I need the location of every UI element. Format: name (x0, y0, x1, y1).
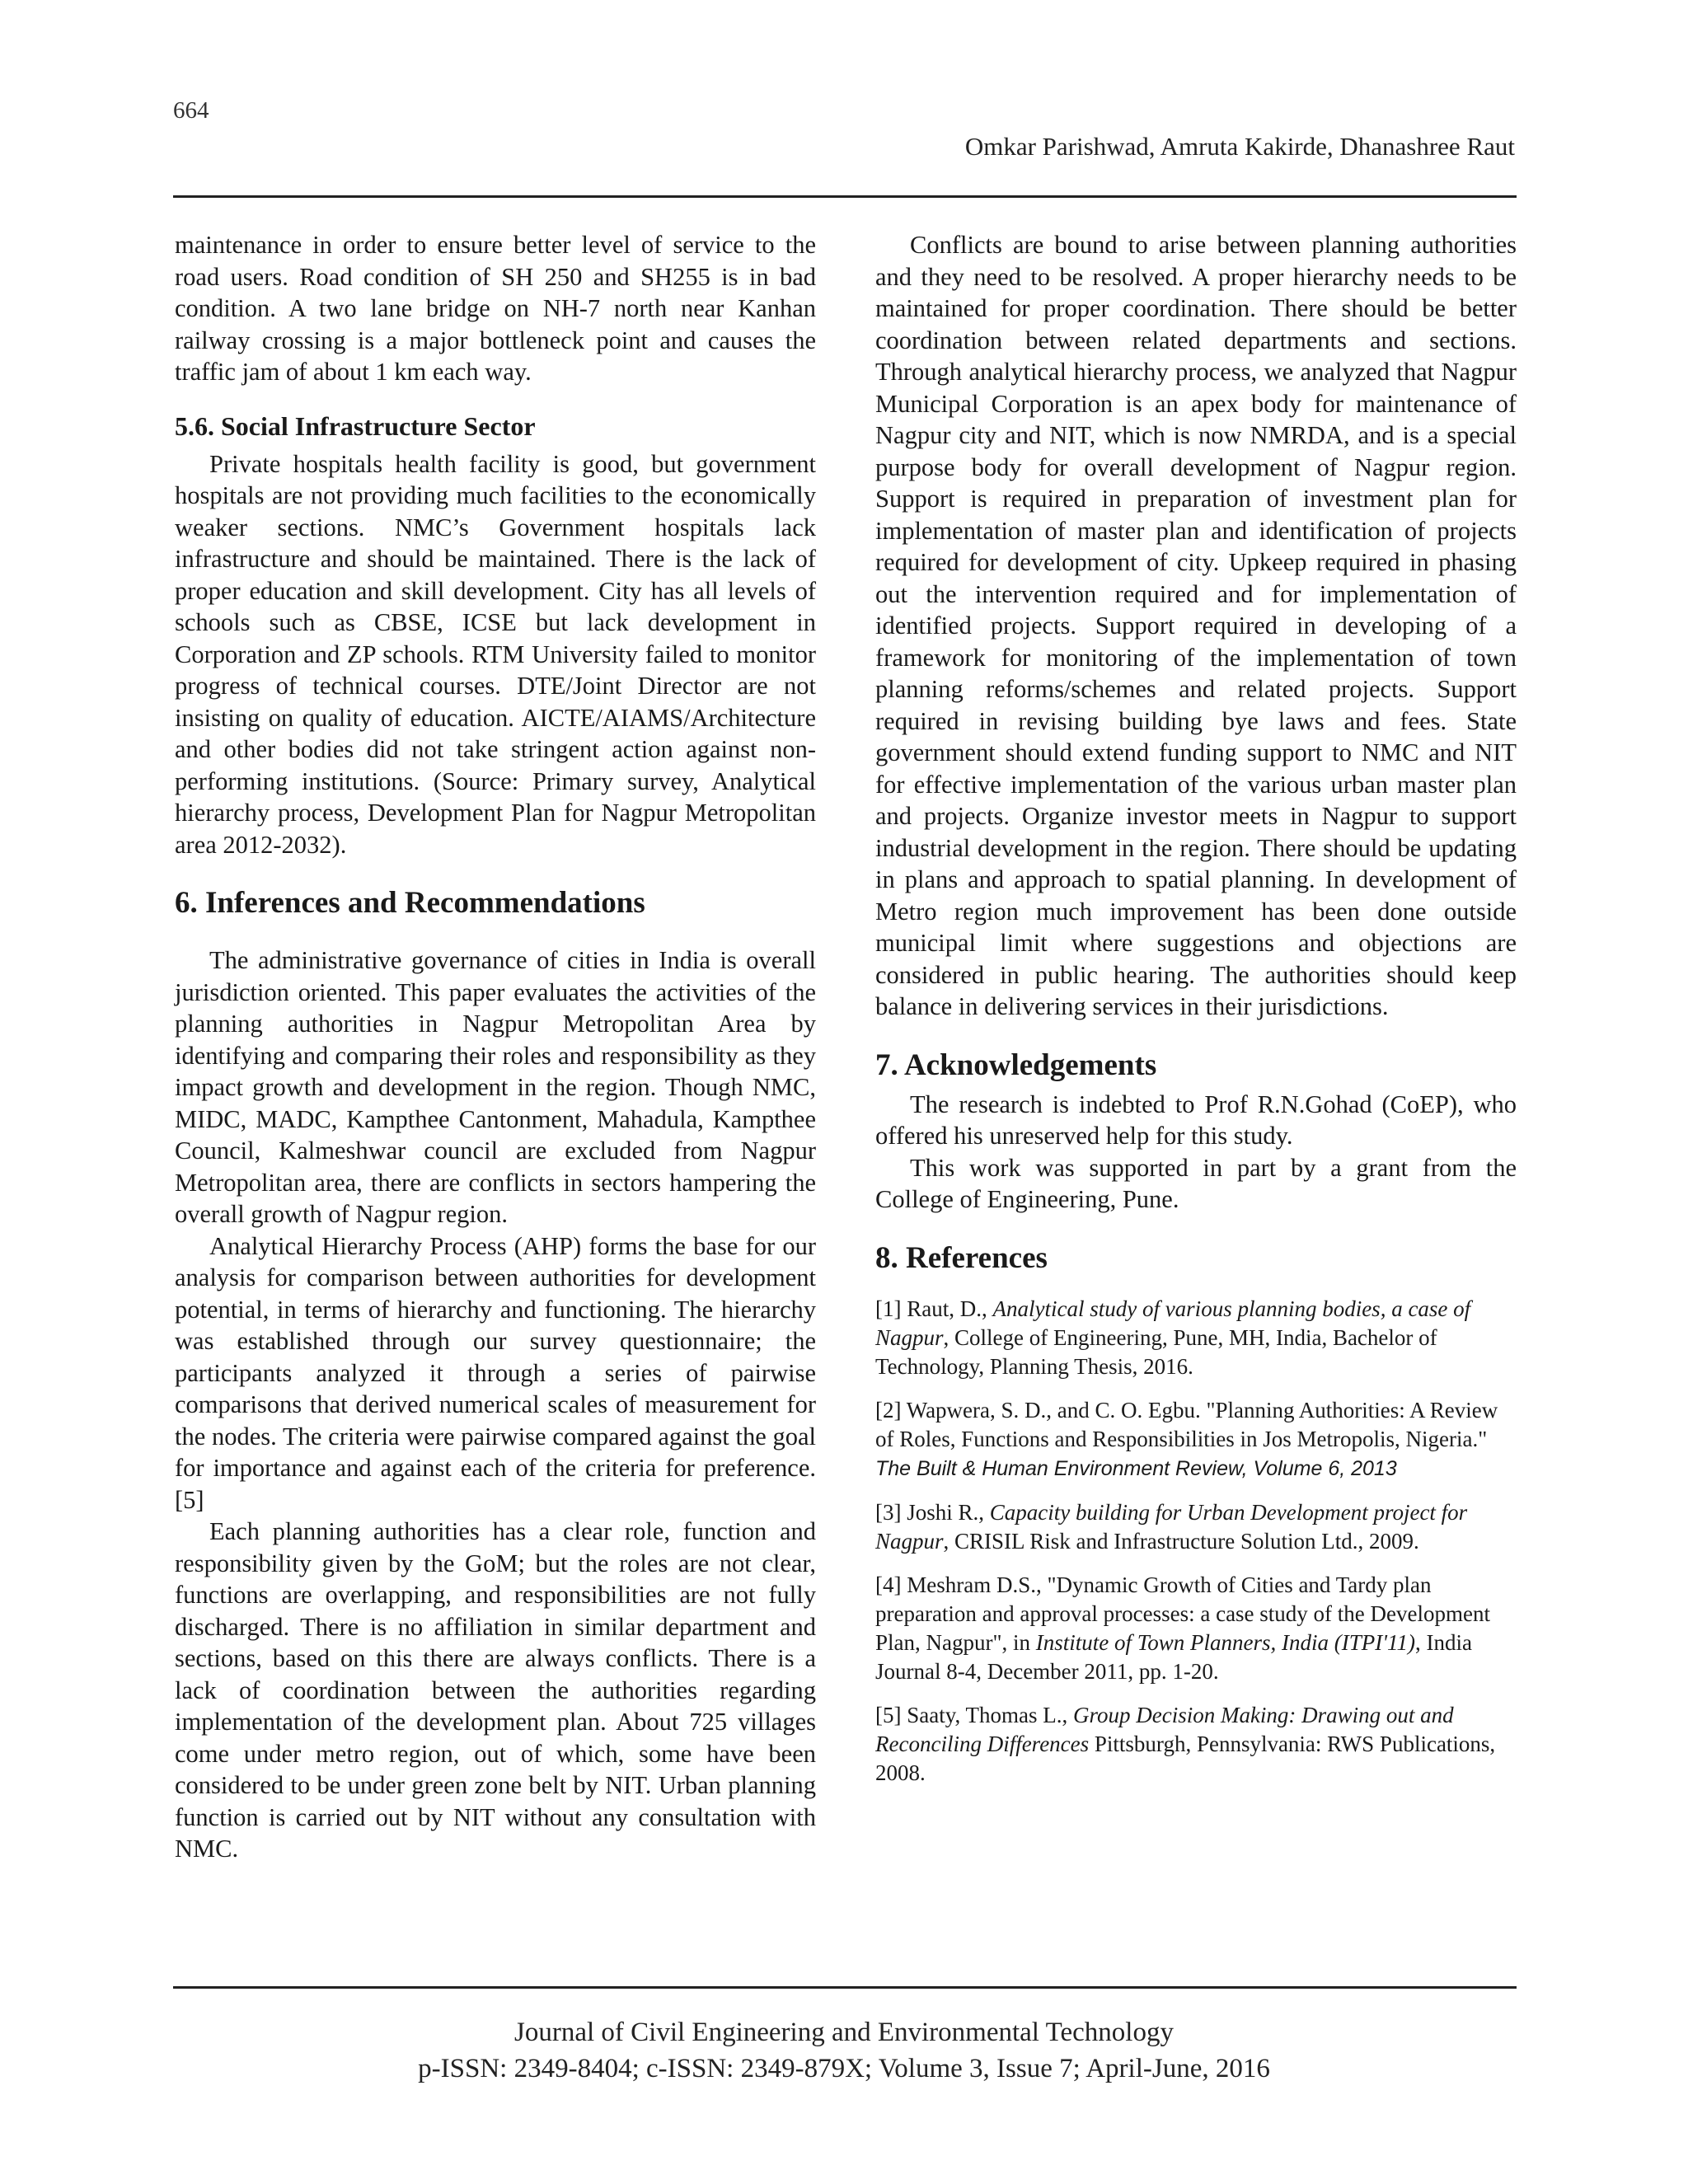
header-rule (173, 195, 1517, 198)
page-number: 664 (173, 97, 209, 124)
conflicts-paragraph: Conflicts are bound to arise between planning authorities and they need to be resolved. A proper hierarchy needs to be maintained for proper coordination. There should be better coordination between related departments and sections. Through analytical hierarchy process, we analyzed that Nagpur Municipal Corporation is an apex body for maintenance of Nagpur city and NIT, which is now NMRDA, and is a special purpose body for overall development of Nagpur region. Support is required in preparation of investment plan for implementation of master plan and identification of projects required for development of city. Upkeep required in phasing out the intervention required and for implementation of identified projects. Support required in developing of a framework for monitoring of the implementation of town planning reforms/schemes and related projects. Support required in revising building bye laws and fees. State government should extend funding support to NMC and NIT for effective implementation of the various urban master plan and projects. Organize investor meets in Nagpur to support industrial development in the region. There should be updating in plans and approach to spatial planning. In development of Metro region much improvement has been done outside municipal limit where suggestions and objections are considered in public hearing. The authorities should keep balance in delivering services in their jurisdictions. (875, 231, 1517, 1020)
reference-item: [3] Joshi R., Capacity building for Urban Development project for Nagpur, CRISIL Risk and Infrastructure Solution Ltd., 2009. (875, 1499, 1468, 1554)
section-6-paragraph-1: The administrative governance of cities in India is overall jurisdiction oriented. This paper evaluates the activities of the planning authorities in Nagpur Metropolitan Area by identifying and comparing their roles and responsibility as they impact growth and development in the region. Though NMC, MIDC, MADC, Kampthee Cantonment, Mahadula, Kampthee Council, Kalmeshwar council are excluded from Nagpur Metropolitan area, there are conflicts in sectors hampering the overall growth of Nagpur region. (175, 946, 816, 1228)
reference-item: [4] Meshram D.S., "Dynamic Growth of Cities and Tardy plan preparation and approval processes: a case study of the Development Plan, Nagpur", in Institute of Town Planners, India (ITPI'11), India Journal 8-4, December 2011, pp. 1-20. (875, 1572, 1490, 1684)
section-5-6-heading: 5.6. Social Infrastructure Sector (175, 410, 536, 441)
reference-item: [5] Saaty, Thomas L., Group Decision Making: Drawing out and Reconciling Differences Pittsburgh, Pennsylvania: RWS Publications, 2008. (875, 1702, 1496, 1785)
section-7-heading: 7. Acknowledgements (875, 1047, 1157, 1082)
acknowledgement-paragraph-2: This work was supported in part by a grant from the College of Engineering, Pune. (875, 1153, 1517, 1213)
section-8-heading: 8. References (875, 1240, 1048, 1275)
footer-journal-name: Journal of Civil Engineering and Environmental Technology (514, 2018, 1174, 2047)
reference-item: [2] Wapwera, S. D., and C. O. Egbu. "Planning Authorities: A Review of Roles, Functions and Responsibilities in Jos Metropolis, Nigeria." The Built & Human Environment Review, Volume 6, 2013 (875, 1397, 1498, 1480)
intro-paragraph: maintenance in order to ensure better level of service to the road users. Road condition of SH 250 and SH255 is in bad condition. A two lane bridge on NH-7 north near Kanhan railway crossing is a major bottleneck point and causes the traffic jam of about 1 km each way. (175, 231, 816, 386)
acknowledgement-paragraph-1: The research is indebted to Prof R.N.Gohad (CoEP), who offered his unreserved help for this study. (875, 1090, 1517, 1150)
right-column (875, 229, 1517, 1802)
section-5-6-paragraph: Private hospitals health facility is good, but government hospitals are not providing much facilities to the economically weaker sections. NMC’s Government hospitals lack infrastructure and should be maintained. There is the lack of proper education and skill development. City has all levels of schools such as CBSE, ICSE but lack development in Corporation and ZP schools. RTM University failed to monitor progress of technical courses. DTE/Joint Director are not insisting on quality of education. AICTE/AIAMS/Architecture and other bodies did not take stringent action against non-performing institutions. (Source: Primary survey, Analytical hierarchy process, Development Plan for Nagpur Metropolitan area 2012-2032). (175, 449, 816, 859)
section-6-paragraph-2: Analytical Hierarchy Process (AHP) forms the base for our analysis for comparison between authorities for development potential, in terms of hierarchy and functioning. The hierarchy was established through our survey questionnaire; the participants analyzed it through a series of pairwise comparisons that derived numerical scales of measurement for the nodes. The criteria were pairwise compared against the goal for importance and against each of the criteria for preference. [5] (175, 1231, 816, 1514)
running-header-authors: Omkar Parishwad, Amruta Kakirde, Dhanashree Raut (964, 132, 1515, 161)
reference-item: [1] Raut, D., Analytical study of various planning bodies, a case of Nagpur, College of Engineering, Pune, MH, India, Bachelor of Technology, Planning Thesis, 2016. (875, 1296, 1471, 1379)
footer-issn: p-ISSN: 2349-8404; c-ISSN: 2349-879X; Volume 3, Issue 7; April-June, 2016 (418, 2054, 1270, 2083)
left-column (175, 229, 816, 1865)
footer-rule (173, 1986, 1517, 1989)
section-6-paragraph-3: Each planning authorities has a clear role, function and responsibility given by the GoM; but the roles are not clear, functions are overlapping, and responsibilities are not fully discharged. There is no affiliation in similar department and sections, based on this there are always conflicts. There is a lack of coordination between the authorities regarding implementation of the development plan. About 725 villages come under metro region, out of which, some have been considered to be under green zone belt by NIT. Urban planning function is carried out by NIT without any consultation with NMC. (175, 1517, 816, 1863)
section-6-heading: 6. Inferences and Recommendations (175, 886, 645, 920)
